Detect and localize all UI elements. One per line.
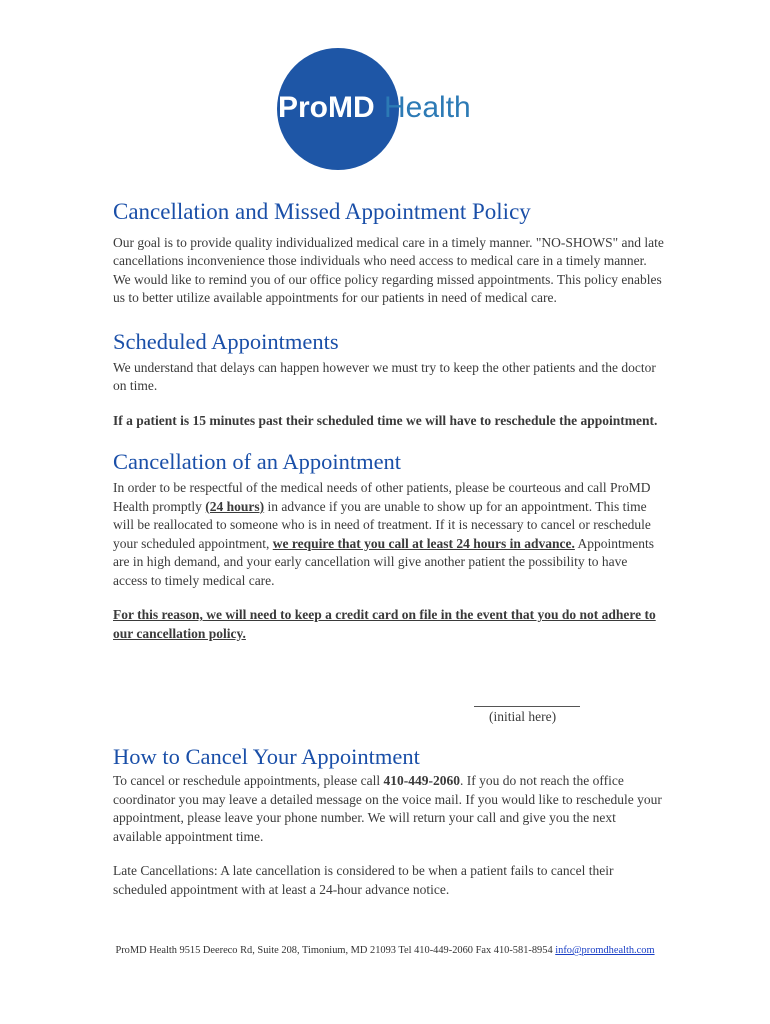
cancellation-heading: Cancellation of an Appointment [113,449,402,475]
hours-emphasis: (24 hours) [205,498,265,514]
promd-health-logo [270,48,510,170]
policy-document [113,198,665,643]
phone-number: 410-449-2060 [383,773,460,788]
how-to-text-2: . If you do not reach the office coordinator you may leave a detailed message on the voice mail. If you would like to reschedule your appointment, please leave your phone number. We will return your call and give you the next available appointment time. [113,773,662,844]
initial-label: (initial here) [489,709,557,724]
cancellation-text-1: In order to be respectful of the medical needs of other patients, please be courteous and call ProMD Health promptly [113,480,651,514]
how-to-body [113,772,665,846]
how-to-text-1: To cancel or reschedule appointments, please call [113,773,384,788]
late-arrival-note: If a patient is 15 minutes past their scheduled time we will have to reschedule the appointment. [113,412,658,428]
scheduled-body: We understand that delays can happen however we must try to keep the other patients and the doctor on time. [113,359,656,394]
footer-email-link[interactable]: info@promdhealth.com [555,945,655,956]
initial-signature-line[interactable] [474,706,580,707]
require-emphasis: we require that you call at least 24 hours in advance. [272,535,575,551]
logo-health-text: Health [384,91,471,124]
cancellation-text-2: in advance if you are unable to show up for an appointment. This time will be reallocated to someone who is in need of treatment. If it is necessary to cancel or reschedule your scheduled appointment, [113,498,651,551]
footer-address: ProMD Health 9515 Deereco Rd, Suite 208, Timonium, MD 21093 Tel 410-449-2060 Fax 410-581-8954 [115,945,556,956]
how-to-heading: How to Cancel Your Appointment [113,744,420,769]
logo-promd-text: ProMD [278,91,375,124]
late-cancellation-paragraph: Late Cancellations: A late cancellation is considered to be when a patient fails to cancel their scheduled appointment with at least a 24-hour advance notice. [113,863,614,897]
page-title: Cancellation and Missed Appointment Policy [113,199,531,224]
scheduled-heading: Scheduled Appointments [113,328,339,354]
credit-card-note: For this reason, we will need to keep a credit card on file in the event that you do not adhere to our cancellation policy. [113,607,656,641]
how-to-section [113,743,665,899]
cancellation-body [113,479,665,590]
footer [0,945,770,956]
cancellation-text-3: Appointments are in high demand, and your early cancellation will give another patient the possibility to have access to timely medical care. [113,535,654,588]
intro-paragraph: Our goal is to provide quality individualized medical care in a timely manner. "NO-SHOWS" and late cancellations inconvenience those individuals who need access to medical care in a timely manner. We would like to remind you of our office policy regarding missed appointments. This policy enables us to better utilize available appointments for our patients in need of medical care. [113,234,664,306]
